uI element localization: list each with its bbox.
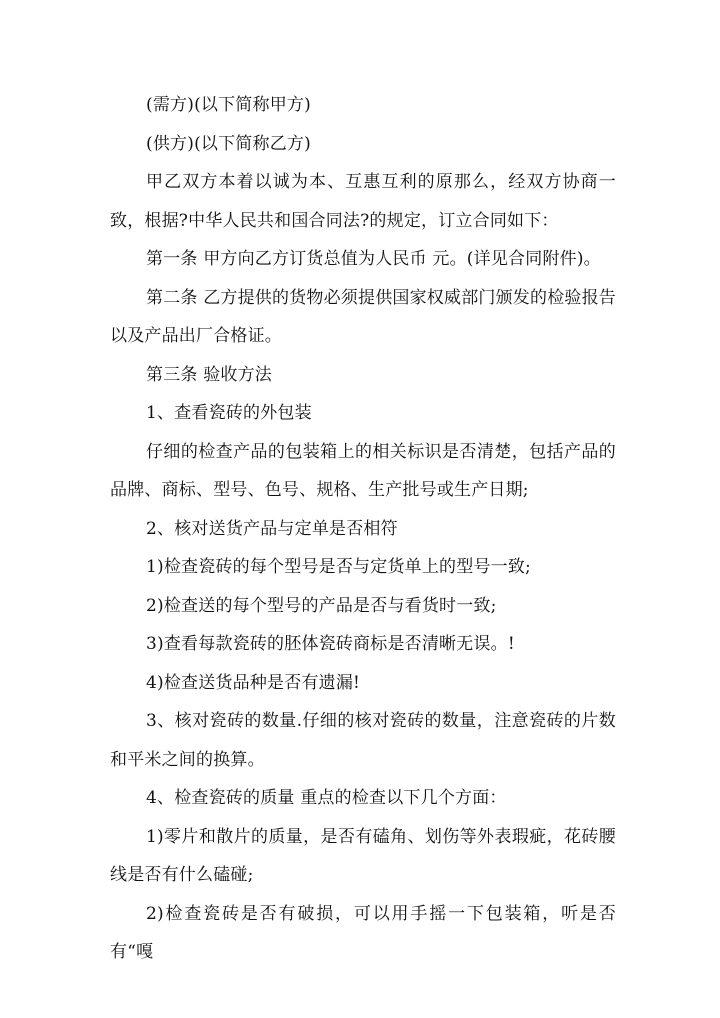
preamble-paragraph: 甲乙双方本着以诚为本、互惠互利的原那么，经双方协商一致，根据?中华人民共和国合同法?的规定，订立合同如下：	[110, 172, 616, 231]
article-3-heading: 第三条 验收方法	[146, 364, 273, 385]
packaging-check-paragraph: 仔细的检查产品的包装箱上的相关标识是否清楚，包括产品的品牌、商标、型号、色号、规格、生产批号或生产日期;	[110, 441, 616, 500]
supplier-party-line: (供方)(以下简称乙方)	[146, 133, 311, 154]
section-1-heading: 1、查看瓷砖的外包装	[146, 403, 312, 423]
quality-item-2: 2)检查瓷砖是否有破损，可以用手摇一下包装箱，听是否有“嘎	[110, 903, 616, 962]
section-4-heading: 4、检查瓷砖的质量 重点的检查以下几个方面：	[146, 788, 507, 808]
check-item-4: 4)检查送货品种是否有遗漏!	[146, 672, 361, 693]
buyer-party-line: (需方)(以下简称甲方)	[146, 95, 311, 115]
section-2-heading: 2、核对送货产品与定单是否相符	[146, 518, 398, 539]
contract-body	[110, 86, 616, 972]
quality-item-1: 1)零片和散片的质量，是否有磕角、划伤等外表瑕疵，花砖腰线是否有什么磕碰;	[110, 826, 616, 885]
article-1-paragraph: 第一条 甲方向乙方订货总值为人民币 元。(详见合同附件)。	[146, 249, 601, 269]
check-item-3: 3)查看每款瓷砖的胚体瓷砖商标是否清晰无误。!	[146, 634, 515, 654]
check-item-1: 1)检查瓷砖的每个型号是否与定货单上的型号一致;	[146, 557, 531, 577]
article-2-paragraph: 第二条 乙方提供的货物必须提供国家权威部门颁发的检验报告以及产品出厂合格证。	[110, 287, 617, 346]
check-item-2: 2)检查送的每个型号的产品是否与看货时一致;	[146, 595, 497, 616]
section-3-paragraph: 3、核对瓷砖的数量.仔细的核对瓷砖的数量，注意瓷砖的片数和平米之间的换算。	[110, 711, 616, 770]
